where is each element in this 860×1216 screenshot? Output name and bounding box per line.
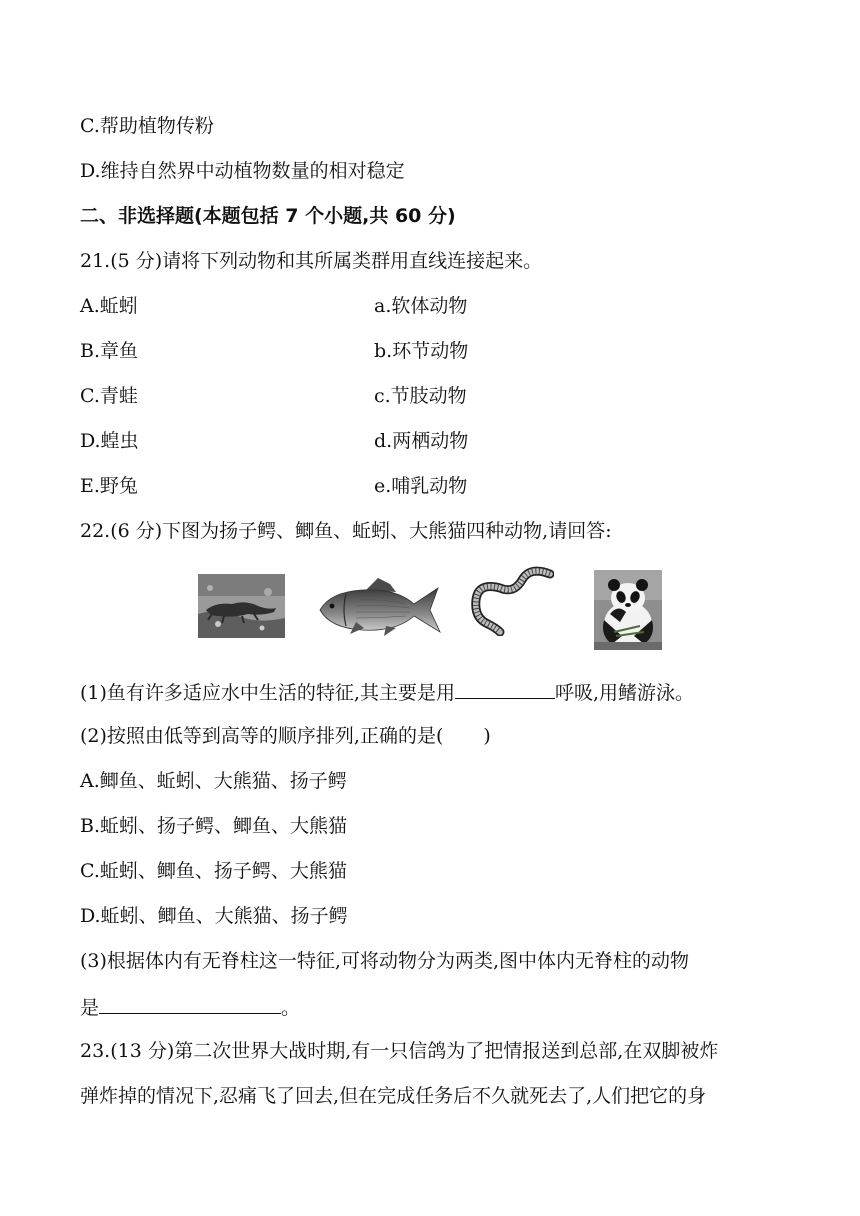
q21-row	[80, 294, 468, 318]
q20-option-c: C.帮助植物传粉	[80, 115, 214, 137]
q21-row	[80, 339, 469, 363]
q21-row	[80, 384, 467, 408]
q22-option-d: D.蚯蚓、鲫鱼、大熊猫、扬子鳄	[80, 905, 348, 927]
q21-animal: A.蚯蚓	[80, 295, 138, 317]
q22-stem: 22.(6 分)下图为扬子鳄、鲫鱼、蚯蚓、大熊猫四种动物,请回答:	[80, 520, 612, 542]
crucian-carp-image	[316, 576, 442, 640]
q22-option-b: B.蚯蚓、扬子鳄、鲫鱼、大熊猫	[80, 815, 348, 837]
q22-sub2-close-paren: )	[483, 725, 491, 747]
q21-group: a.软体动物	[374, 295, 468, 317]
q22-sub1-answer-blank[interactable]	[455, 679, 555, 699]
q21-group: d.两栖动物	[374, 430, 469, 452]
q20-option-d: D.维持自然界中动植物数量的相对稳定	[80, 160, 405, 182]
q21-group: e.哺乳动物	[374, 475, 468, 497]
q23-line1: 23.(13 分)第二次世界大战时期,有一只信鸽为了把情报送到总部,在双脚被炸	[80, 1040, 719, 1062]
q22-sub2-text: (2)按照由低等到高等的顺序排列,正确的是(	[80, 725, 444, 747]
q21-group: c.节肢动物	[374, 385, 467, 407]
q22-sub3-text: 是	[80, 997, 100, 1019]
q21-group: b.环节动物	[374, 340, 469, 362]
q22-sub2	[80, 724, 491, 748]
q22-sub1	[80, 679, 694, 705]
q21-animal: B.章鱼	[80, 340, 139, 362]
q22-option-c: C.蚯蚓、鲫鱼、扬子鳄、大熊猫	[80, 860, 347, 882]
alligator-image	[198, 574, 285, 638]
q22-sub3-line2	[80, 994, 300, 1020]
q21-stem: 21.(5 分)请将下列动物和其所属类群用直线连接起来。	[80, 250, 543, 272]
q22-sub1-text: (1)鱼有许多适应水中生活的特征,其主要是用	[80, 682, 455, 704]
q22-sub3-answer-blank[interactable]	[99, 994, 281, 1014]
q22-sub3-line1: (3)根据体内有无脊柱这一特征,可将动物分为两类,图中体内无脊柱的动物	[80, 950, 689, 972]
q22-option-a: A.鲫鱼、蚯蚓、大熊猫、扬子鳄	[80, 770, 347, 792]
q21-row	[80, 474, 468, 498]
earthworm-image	[470, 566, 554, 636]
section-heading: 二、非选择题(本题包括 7 个小题,共 60 分)	[80, 205, 456, 227]
q23-line2: 弹炸掉的情况下,忍痛飞了回去,但在完成任务后不久就死去了,人们把它的身	[80, 1085, 707, 1107]
q21-animal: D.蝗虫	[80, 430, 139, 452]
q21-animal: E.野兔	[80, 475, 138, 497]
giant-panda-image	[594, 570, 662, 650]
q22-sub1-text-end: 呼吸,用鳍游泳。	[554, 682, 695, 704]
q21-animal: C.青蛙	[80, 385, 138, 407]
q22-sub3-text-end: 。	[281, 997, 301, 1019]
q21-row	[80, 429, 469, 453]
